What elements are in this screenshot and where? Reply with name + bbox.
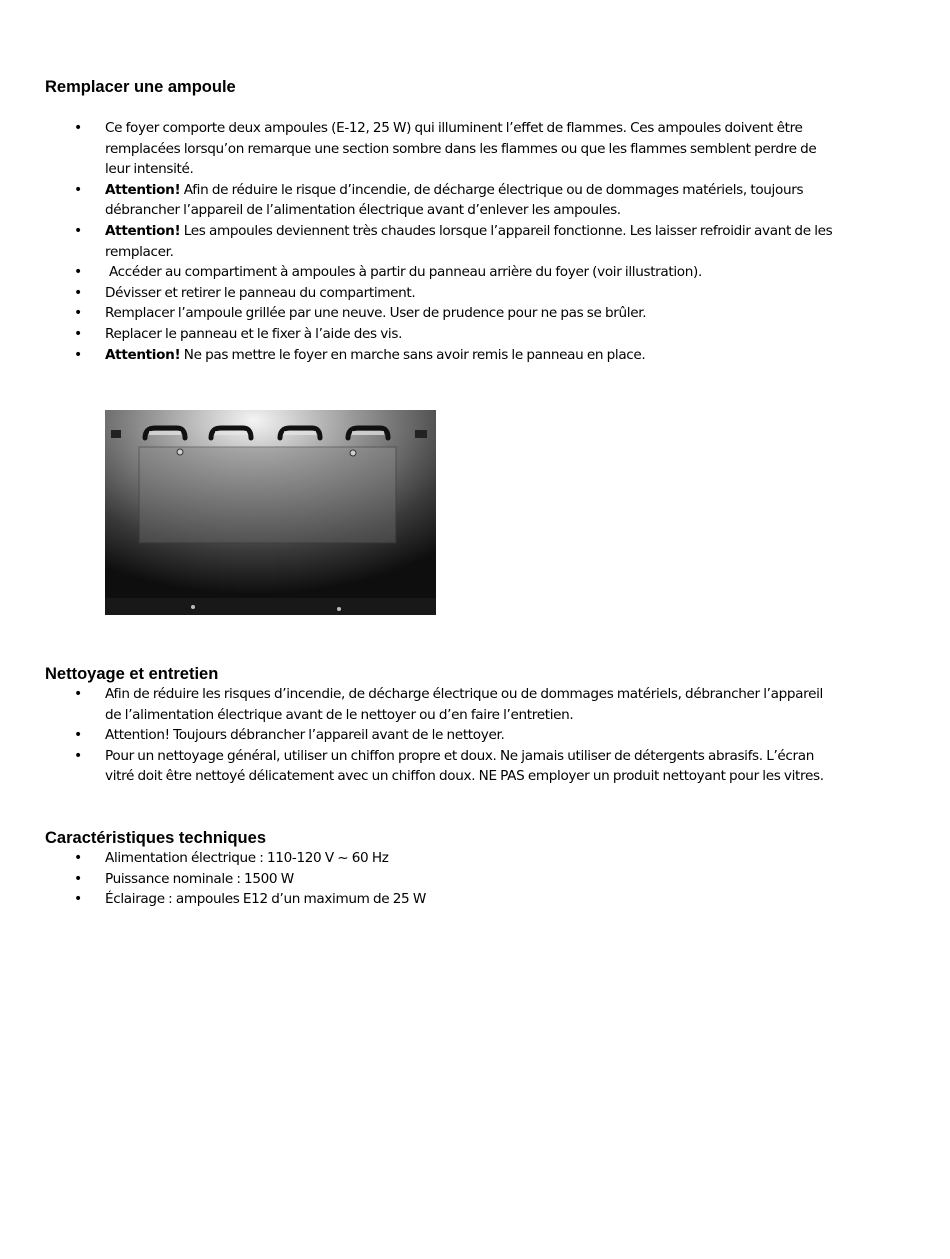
list-item: • Éclairage : ampoules E12 d’un maximum de 25 W [0, 889, 840, 910]
bullet-icon: • [74, 284, 82, 301]
bulb-instructions-list [0, 118, 840, 365]
bullet-icon: • [74, 727, 82, 744]
bullet-icon: • [74, 346, 82, 363]
list-item: • Attention! Toujours débrancher l’appareil avant de le nettoyer. [0, 725, 840, 746]
section-title-cleaning: Nettoyage et entretien [45, 665, 219, 683]
list-item: • Replacer le panneau et le fixer à l’aide des vis. [0, 324, 840, 345]
bullet-icon: • [74, 120, 82, 136]
bullet-icon: • [74, 850, 82, 866]
list-item: • Attention! Afin de réduire le risque d’incendie, de décharge électrique ou de dommages matériels, toujours débrancher l’appareil de l’alimentation électrique avant d’enlever les ampoules. [74, 181, 804, 219]
bullet-icon: • [74, 305, 82, 322]
list-item: • Pour un nettoyage général, utiliser un chiffon propre et doux. Ne jamais utiliser de détergents abrasifs. L’écran vitré doit être nettoyé délicatement avec un chiffon doux. NE PAS employer un produit nettoyant pour les vitres. [74, 747, 824, 785]
bullet-icon: • [74, 222, 82, 239]
warning-label: Attention! [105, 222, 181, 239]
list-item: • Attention! Les ampoules deviennent très chaudes lorsque l’appareil fonctionne. Les laisser refroidir avant de les remplacer. [74, 222, 833, 260]
list-item: • Dévisser et retirer le panneau du compartiment. [0, 283, 840, 304]
bullet-icon: • [74, 181, 82, 198]
list-item: • Accéder au compartiment à ampoules à partir du panneau arrière du foyer (voir illustration). [0, 262, 840, 283]
list-item: • Ce foyer comporte deux ampoules (E-12, 25 W) qui illuminent l’effet de flammes. Ces ampoules doivent être remplacées lorsqu’on remarque une section sombre dans les flammes ou que les flammes semblent perdre de leur intensité. [74, 120, 817, 178]
warning-label: Attention! [105, 346, 181, 363]
section-title-specs: Caractéristiques techniques [45, 829, 266, 847]
list-item: • Alimentation électrique : 110-120 V ~ 60 Hz [0, 848, 840, 869]
specs-list [0, 848, 840, 910]
list-item: • Remplacer l’ampoule grillée par une neuve. User de prudence pour ne pas se brûler. [0, 303, 840, 324]
section-title-bulb: Remplacer une ampoule [45, 78, 236, 96]
bullet-icon: • [74, 747, 82, 764]
bullet-icon: • [74, 325, 82, 342]
bullet-icon: • [74, 686, 82, 702]
bulb-compartment-panel-photo [105, 410, 436, 615]
list-item: • Afin de réduire les risques d’incendie, de décharge électrique ou de dommages matériels, débrancher l’appareil de l’alimentation électrique avant de le nettoyer ou d’en faire l’entretien. [74, 686, 823, 723]
list-item: • Puissance nominale : 1500 W [0, 869, 840, 890]
bullet-icon: • [74, 891, 82, 908]
warning-label: Attention! [105, 181, 181, 198]
cleaning-list [0, 684, 840, 787]
bullet-icon: • [74, 870, 82, 887]
list-item: • Attention! Ne pas mettre le foyer en marche sans avoir remis le panneau en place. [0, 345, 840, 366]
bullet-icon: • [74, 264, 82, 281]
